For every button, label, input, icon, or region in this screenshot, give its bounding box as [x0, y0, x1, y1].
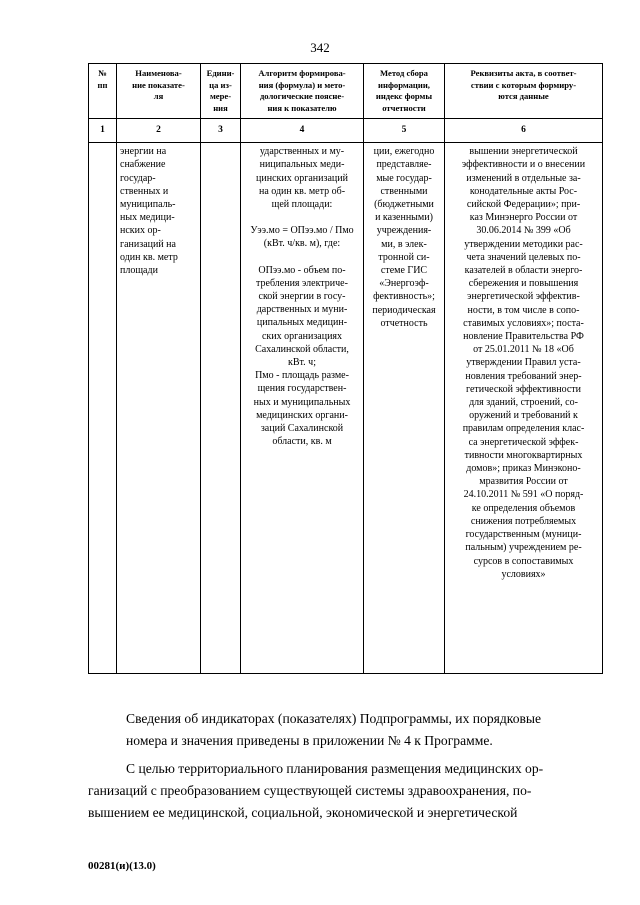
cell-text-line: ке определения объемов [471, 502, 576, 514]
cell-text-line: са энергетической эффек- [468, 436, 579, 448]
cell-text-line: мере- [209, 91, 232, 101]
algorithm-definition-area [244, 369, 360, 448]
cell-text-line: дологические поясне- [259, 91, 345, 101]
cell-text-line: ных медици- [120, 212, 175, 224]
cell-text-line: ми, в элек- [381, 238, 427, 250]
cell-text-line: снижения потребляемых [470, 515, 577, 527]
cell-text-line: на один кв. метр об- [258, 185, 346, 197]
paragraph-line: ганизаций с преобразованием существующей системы здравоохранения, по- [88, 783, 532, 798]
header-col-4 [241, 64, 364, 119]
paragraph-line: С целью территориального планирования размещения медицинских ор- [126, 761, 544, 776]
paragraph-territorial-planning [88, 758, 602, 824]
cell-text-line: ских организациях [261, 330, 343, 342]
cell-text-line: конодательные акты Рос- [469, 185, 578, 197]
cell-text-line: 30.06.2014 № 399 «Об [476, 225, 571, 237]
cell-number [89, 143, 117, 674]
cell-text-line: утверждении методики рас- [464, 238, 583, 250]
header-col-5 [364, 64, 445, 119]
cell-text-line: казателей в области энерго- [464, 265, 583, 277]
document-code: 00281(и)(13.0) [88, 860, 156, 872]
column-number-row [89, 119, 603, 143]
cell-text-line: ственных и [120, 185, 169, 197]
cell-text-line: представляе- [376, 159, 432, 171]
cell-text-line: условиях» [501, 568, 546, 580]
cell-text-line: ния (формула) и мето- [258, 79, 346, 90]
cell-text-line: домов»; приказ Минэконо- [466, 463, 581, 475]
cell-text-line: ОПээ.мо - объем по- [258, 264, 346, 276]
cell-text-line: вышении энергетической [469, 146, 578, 158]
cell-text-line: кВт. ч; [288, 357, 316, 369]
cell-unit [201, 143, 241, 674]
cell-text-line: учреждения- [376, 225, 432, 237]
cell-text-line: чета значений целевых по- [466, 251, 581, 263]
cell-text-line: утверждении Правил уста- [466, 357, 581, 369]
cell-text-line: ния [213, 102, 228, 113]
cell-text-line: заций Сахалинской [260, 423, 344, 435]
paragraph-line: Сведения об индикаторах (показателях) Подпрограммы, их порядковые [126, 711, 542, 726]
cell-text-line: изменений в отдельные за- [466, 172, 581, 184]
cell-text-line: ственными [380, 185, 428, 197]
cell-text-line: требления электриче- [256, 277, 348, 289]
cell-text-line: энергии на [120, 146, 167, 158]
cell-text-line: энергетической эффектив- [467, 291, 580, 303]
cell-text-line: эффективности и о внесении [461, 159, 586, 171]
header-col-2 [117, 64, 201, 119]
cell-text-line: один кв. метр [120, 251, 178, 263]
cell-legal-acts [445, 143, 603, 674]
cell-text-line: индекс формы [375, 91, 433, 101]
cell-text-line: и казенными) [375, 212, 433, 224]
table-row [89, 143, 603, 674]
cell-text-line: правилам определения клас- [462, 423, 585, 435]
cell-text-line: ударственных и му- [259, 146, 345, 158]
cell-text-line: цинских организаций [256, 172, 348, 184]
algorithm-formula-unit: (кВт. ч/кв. м), где: [263, 238, 341, 250]
cell-text-line: тивности многоквартирных [464, 449, 583, 461]
cell-text-line: щения государствен- [257, 383, 347, 395]
cell-text-line: ных и муниципальных [253, 396, 351, 408]
cell-text-line: (бюджетными [374, 199, 434, 211]
col-number: 3 [201, 119, 241, 143]
page-number: 342 [310, 40, 330, 55]
paragraph-indicators [88, 708, 602, 752]
cell-text-line: отчетности [382, 102, 426, 113]
cell-text-line: Наименова- [135, 68, 182, 78]
col-number: 6 [445, 119, 603, 143]
indicator-table [88, 63, 603, 674]
cell-text-line: ля [153, 91, 164, 101]
cell-text-line: 24.10.2011 № 591 «О поряд- [463, 489, 584, 501]
cell-text-line: ния к показателю [267, 102, 337, 113]
cell-text-line: стеме ГИС [380, 265, 428, 277]
cell-text-line: № [98, 68, 107, 78]
cell-text-line: нских ор- [120, 225, 161, 237]
cell-text-line: государ- [120, 172, 156, 184]
cell-text-line: ние показате- [132, 79, 185, 90]
paragraph-line: вышением ее медицинской, социальной, экономической и энергетической [88, 805, 518, 820]
cell-text-line: ности, в том числе в сопо- [467, 304, 580, 316]
cell-text-line: области, кв. м [272, 436, 332, 448]
col-number: 4 [241, 119, 364, 143]
cell-text-line: Сахалинской области, [255, 343, 349, 355]
cell-text-line: щей площади: [271, 199, 333, 211]
cell-text-line: Метод сбора [380, 68, 428, 78]
cell-text-line: от 25.01.2011 № 18 «Об [473, 344, 574, 356]
cell-text-line: медицинских органи- [256, 409, 348, 421]
cell-text-line: ской энергии в госу- [258, 291, 346, 303]
cell-text-line: тронной си- [378, 251, 430, 263]
cell-text-line: новления требований энер- [465, 370, 582, 382]
cell-text-line: ганизаций на [120, 238, 176, 250]
cell-text-line: информации, [378, 79, 430, 90]
header-col-6 [445, 64, 603, 119]
cell-text-line: гетической эффективности [466, 383, 581, 395]
algorithm-formula: Уээ.мо = ОПээ.мо / Пмо [250, 225, 354, 237]
cell-text-line: государственным (муници- [465, 529, 582, 541]
cell-indicator-name [117, 143, 201, 674]
cell-text-line: отчетность [380, 317, 428, 329]
cell-text-line: новление Правительства РФ [463, 331, 584, 343]
cell-text-line: для зданий, строений, со- [469, 397, 578, 409]
cell-text-line: снабжение [120, 159, 166, 171]
cell-text-line: Пмо - площадь разме- [255, 370, 349, 382]
cell-text-line: муниципаль- [120, 199, 176, 211]
cell-text-line: Едини- [206, 68, 235, 78]
cell-text-line: ции, ежегодно [373, 146, 435, 158]
cell-text-line: периодическая [372, 304, 436, 316]
cell-text-line: «Энергоэф- [379, 278, 429, 290]
cell-text-line: мразвития России от [479, 476, 568, 488]
cell-text-line: ниципальных меди- [259, 159, 345, 171]
cell-text-line: дарственных и муни- [256, 304, 348, 316]
cell-text-line: пп [97, 79, 108, 90]
algorithm-definition-consumption [244, 264, 360, 370]
table-header-row [89, 64, 603, 119]
cell-text-line: сурсов в сопоставимых [473, 555, 574, 567]
col-number: 1 [89, 119, 117, 143]
cell-text-line: сийской Федерации»; при- [466, 199, 581, 211]
cell-text-line: мые государ- [376, 172, 432, 184]
cell-text-line: ствии с которым формиру- [470, 79, 577, 90]
col-number: 2 [117, 119, 201, 143]
cell-text-line: Реквизиты акта, в соответ- [470, 68, 577, 78]
header-col-3 [201, 64, 241, 119]
cell-text-line: Алгоритм формирова- [258, 68, 346, 78]
header-col-1 [89, 64, 117, 119]
algorithm-intro [244, 145, 360, 211]
col-number: 5 [364, 119, 445, 143]
cell-text-line: сбережения и повышения [468, 278, 579, 290]
cell-collection-method [364, 143, 445, 674]
cell-text-line: ца из- [209, 79, 232, 90]
cell-text-line: ставимых условиях»; поста- [463, 317, 584, 329]
cell-text-line: фективность»; [373, 291, 435, 303]
cell-text-line: площади [120, 265, 158, 277]
cell-text-line: ципальных медицин- [256, 317, 348, 329]
cell-text-line: каз Минэнерго России от [469, 212, 578, 224]
cell-text-line: оружений и требований к [469, 410, 578, 422]
cell-text-line: ются данные [498, 91, 549, 101]
paragraph-line: номера и значения приведены в приложении № 4 к Программе. [126, 733, 493, 748]
cell-algorithm [241, 143, 364, 674]
cell-text-line: пальным) учреждением ре- [465, 542, 582, 554]
